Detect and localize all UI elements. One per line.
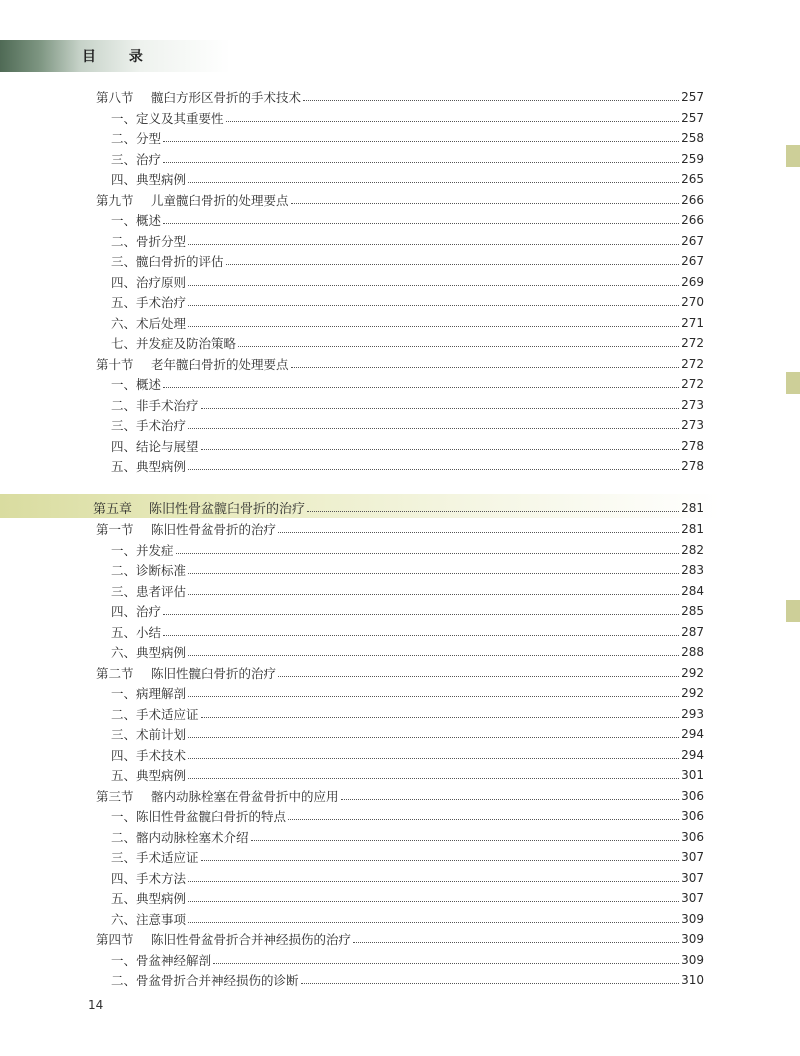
- toc-item-entry[interactable]: [111, 847, 704, 867]
- dot-leader: [278, 675, 679, 677]
- toc-chapter-entry[interactable]: [93, 498, 704, 518]
- entry-page-number: 293: [681, 706, 704, 721]
- entry-page-number: 287: [681, 624, 704, 639]
- dot-leader: [301, 982, 680, 984]
- toc-item-entry[interactable]: [111, 540, 704, 560]
- toc-item-entry[interactable]: [111, 827, 704, 847]
- entry-title: 老年髋臼骨折的处理要点: [151, 356, 289, 372]
- entry-page-number: 281: [681, 500, 704, 515]
- section-number: 第十节: [96, 356, 134, 372]
- entry-title: 一、骨盆神经解剖: [111, 952, 212, 968]
- toc-item-entry[interactable]: [111, 128, 704, 148]
- toc-item-entry[interactable]: [111, 313, 704, 333]
- entry-title: 二、诊断标准: [111, 563, 187, 578]
- dot-leader: [278, 531, 679, 533]
- entry-title: 三、髋臼骨折的评估: [111, 254, 224, 269]
- toc-section-entry[interactable]: [96, 354, 704, 374]
- entry-title: 陈旧性骨盆髋臼骨折的治疗: [149, 502, 306, 517]
- entry-page-number: 278: [681, 438, 704, 453]
- entry-title: 陈旧性骨盆骨折的治疗: [151, 522, 277, 537]
- entry-page-number: 284: [681, 583, 704, 598]
- toc-item-entry[interactable]: [111, 724, 704, 744]
- entry-page-number: 288: [681, 645, 704, 659]
- entry-title: 三、手术治疗: [111, 418, 187, 433]
- dot-leader: [201, 448, 680, 450]
- dot-leader: [176, 552, 680, 554]
- entry-page-number: 309: [681, 952, 704, 967]
- entry-title: 一、并发症: [111, 542, 174, 558]
- dot-leader: [188, 304, 679, 306]
- toc-item-entry[interactable]: [111, 888, 704, 908]
- entry-title: 一、概述: [111, 213, 162, 228]
- entry-title: 七、并发症及防治策略: [111, 336, 237, 351]
- toc-item-entry[interactable]: [111, 292, 704, 312]
- entry-page-number: 272: [681, 377, 704, 391]
- entry-title: 四、治疗原则: [111, 274, 187, 290]
- dot-leader: [238, 345, 679, 347]
- toc-item-entry[interactable]: [111, 806, 704, 826]
- toc-section-entry[interactable]: [96, 190, 704, 210]
- dot-leader: [201, 716, 680, 718]
- dot-leader: [213, 962, 679, 964]
- dot-leader: [201, 407, 680, 409]
- toc-item-entry[interactable]: [111, 622, 704, 642]
- entry-page-number: 306: [681, 829, 704, 844]
- entry-page-number: 307: [681, 870, 704, 885]
- entry-title: 五、小结: [111, 624, 162, 640]
- toc-item-entry[interactable]: [111, 436, 704, 456]
- entry-page-number: 310: [681, 973, 704, 987]
- entry-page-number: 258: [681, 131, 704, 145]
- entry-title: 四、手术技术: [111, 747, 187, 763]
- entry-title: 五、典型病例: [111, 891, 187, 906]
- toc-item-entry[interactable]: [111, 231, 704, 251]
- toc-item-entry[interactable]: [111, 395, 704, 415]
- entry-title: 三、术前计划: [111, 727, 187, 742]
- dot-leader: [163, 386, 679, 388]
- entry-title: 一、概述: [111, 377, 162, 392]
- entry-page-number: 294: [681, 727, 704, 741]
- entry-title: 五、典型病例: [111, 459, 187, 474]
- dot-leader: [188, 777, 679, 779]
- entry-page-number: 273: [681, 418, 704, 432]
- dot-leader: [188, 181, 679, 183]
- entry-page-number: 292: [681, 665, 704, 680]
- entry-title: 一、定义及其重要性: [111, 110, 224, 126]
- entry-page-number: 265: [681, 172, 704, 186]
- entry-title: 四、典型病例: [111, 172, 187, 187]
- entry-page-number: 257: [681, 90, 704, 104]
- entry-page-number: 267: [681, 233, 704, 248]
- entry-page-number: 273: [681, 397, 704, 412]
- entry-title: 儿童髋臼骨折的处理要点: [151, 192, 289, 208]
- entry-page-number: 281: [681, 522, 704, 536]
- dot-leader: [163, 140, 679, 142]
- dot-leader: [163, 613, 679, 615]
- entry-title: 四、治疗: [111, 604, 162, 619]
- dot-leader: [188, 325, 679, 327]
- dot-leader: [188, 900, 679, 902]
- entry-title: 二、分型: [111, 131, 162, 146]
- section-number: 第二节: [96, 665, 134, 681]
- dot-leader: [188, 880, 679, 882]
- section-number: 第九节: [96, 192, 134, 208]
- dot-leader: [188, 243, 679, 245]
- dot-leader: [188, 654, 679, 656]
- page-header-title: 目 录: [82, 49, 157, 65]
- entry-title: 五、典型病例: [111, 768, 187, 783]
- dot-leader: [163, 222, 679, 224]
- toc-item-entry[interactable]: [111, 149, 704, 169]
- toc-item-entry[interactable]: [111, 169, 704, 189]
- toc-item-entry[interactable]: [111, 704, 704, 724]
- dot-leader: [188, 572, 679, 574]
- entry-page-number: 285: [681, 604, 704, 618]
- dot-leader: [188, 468, 679, 470]
- toc-item-entry[interactable]: [111, 108, 704, 128]
- dot-leader: [291, 366, 680, 368]
- toc-item-entry[interactable]: [111, 970, 704, 990]
- dot-leader: [353, 941, 679, 943]
- entry-page-number: 266: [681, 192, 704, 207]
- toc-item-entry[interactable]: [111, 950, 704, 970]
- entry-page-number: 257: [681, 110, 704, 125]
- dot-leader: [188, 757, 679, 759]
- entry-title: 六、注意事项: [111, 911, 187, 927]
- dot-leader: [291, 202, 680, 204]
- entry-title: 髂内动脉栓塞在骨盆骨折中的应用: [151, 788, 339, 804]
- entry-title: 六、术后处理: [111, 315, 187, 331]
- entry-page-number: 309: [681, 911, 704, 926]
- entry-page-number: 282: [681, 542, 704, 557]
- toc-item-entry[interactable]: [111, 272, 704, 292]
- dot-leader: [163, 634, 679, 636]
- toc-section-entry[interactable]: [96, 519, 704, 539]
- entry-page-number: 271: [681, 315, 704, 330]
- entry-page-number: 306: [681, 788, 704, 803]
- entry-page-number: 278: [681, 459, 704, 473]
- toc-item-entry[interactable]: [111, 683, 704, 703]
- toc-item-entry[interactable]: [111, 601, 704, 621]
- toc-item-entry[interactable]: [111, 868, 704, 888]
- toc-section-entry[interactable]: [96, 929, 704, 949]
- dot-leader: [226, 120, 680, 122]
- toc-item-entry[interactable]: [111, 456, 704, 476]
- toc-section-entry[interactable]: [96, 663, 704, 683]
- toc-item-entry[interactable]: [111, 210, 704, 230]
- entry-page-number: 294: [681, 747, 704, 762]
- dot-leader: [303, 99, 679, 101]
- entry-page-number: 307: [681, 891, 704, 905]
- entry-page-number: 306: [681, 809, 704, 823]
- entry-title: 二、手术适应证: [111, 706, 199, 722]
- dot-leader: [251, 839, 680, 841]
- dot-leader: [188, 921, 679, 923]
- dot-leader: [163, 161, 679, 163]
- entry-title: 陈旧性髋臼骨折的治疗: [151, 665, 277, 681]
- toc-section-entry[interactable]: [96, 87, 704, 107]
- entry-page-number: 272: [681, 336, 704, 350]
- section-number: 第一节: [96, 522, 134, 537]
- entry-title: 一、陈旧性骨盆髋臼骨折的特点: [111, 809, 287, 824]
- entry-title: 三、手术适应证: [111, 850, 199, 865]
- entry-page-number: 301: [681, 768, 704, 782]
- section-number: 第八节: [96, 90, 134, 105]
- dot-leader: [188, 427, 679, 429]
- entry-page-number: 266: [681, 213, 704, 227]
- dot-leader: [226, 263, 680, 265]
- entry-page-number: 259: [681, 151, 704, 166]
- entry-title: 二、非手术治疗: [111, 397, 199, 413]
- toc-item-entry[interactable]: [111, 333, 704, 353]
- entry-title: 二、骨盆骨折合并神经损伤的诊断: [111, 973, 299, 988]
- entry-title: 五、手术治疗: [111, 295, 187, 310]
- dot-leader: [201, 859, 680, 861]
- page-number: 14: [88, 998, 104, 1012]
- entry-title: 陈旧性骨盆骨折合并神经损伤的治疗: [151, 932, 352, 947]
- toc-item-entry[interactable]: [111, 581, 704, 601]
- section-number: 第三节: [96, 788, 134, 804]
- entry-page-number: 270: [681, 295, 704, 309]
- entry-page-number: 269: [681, 274, 704, 289]
- entry-title: 四、结论与展望: [111, 438, 199, 454]
- entry-title: 三、患者评估: [111, 583, 187, 599]
- dot-leader: [341, 798, 680, 800]
- entry-title: 一、病理解剖: [111, 686, 187, 701]
- toc-item-entry[interactable]: [111, 415, 704, 435]
- toc-item-entry[interactable]: [111, 642, 704, 662]
- entry-page-number: 283: [681, 563, 704, 577]
- entry-title: 髋臼方形区骨折的手术技术: [151, 90, 302, 105]
- entry-page-number: 292: [681, 686, 704, 700]
- section-number: 第四节: [96, 932, 134, 947]
- dot-leader: [188, 593, 679, 595]
- dot-leader: [307, 510, 679, 512]
- entry-title: 二、骨折分型: [111, 233, 187, 249]
- entry-page-number: 309: [681, 932, 704, 946]
- chapter-number: 第五章: [93, 502, 133, 517]
- entry-title: 四、手术方法: [111, 870, 187, 886]
- dot-leader: [188, 695, 679, 697]
- toc-item-entry[interactable]: [111, 251, 704, 271]
- entry-page-number: 307: [681, 850, 704, 864]
- dot-leader: [188, 284, 679, 286]
- toc-item-entry[interactable]: [111, 560, 704, 580]
- entry-page-number: 272: [681, 356, 704, 371]
- toc-item-entry[interactable]: [111, 374, 704, 394]
- dot-leader: [288, 818, 679, 820]
- entry-title: 二、髂内动脉栓塞术介绍: [111, 829, 249, 845]
- toc-item-entry[interactable]: [111, 909, 704, 929]
- toc-section-entry[interactable]: [96, 786, 704, 806]
- toc-item-entry[interactable]: [111, 765, 704, 785]
- entry-title: 三、治疗: [111, 151, 162, 167]
- entry-page-number: 267: [681, 254, 704, 268]
- toc-item-entry[interactable]: [111, 745, 704, 765]
- entry-title: 六、典型病例: [111, 645, 187, 660]
- dot-leader: [188, 736, 679, 738]
